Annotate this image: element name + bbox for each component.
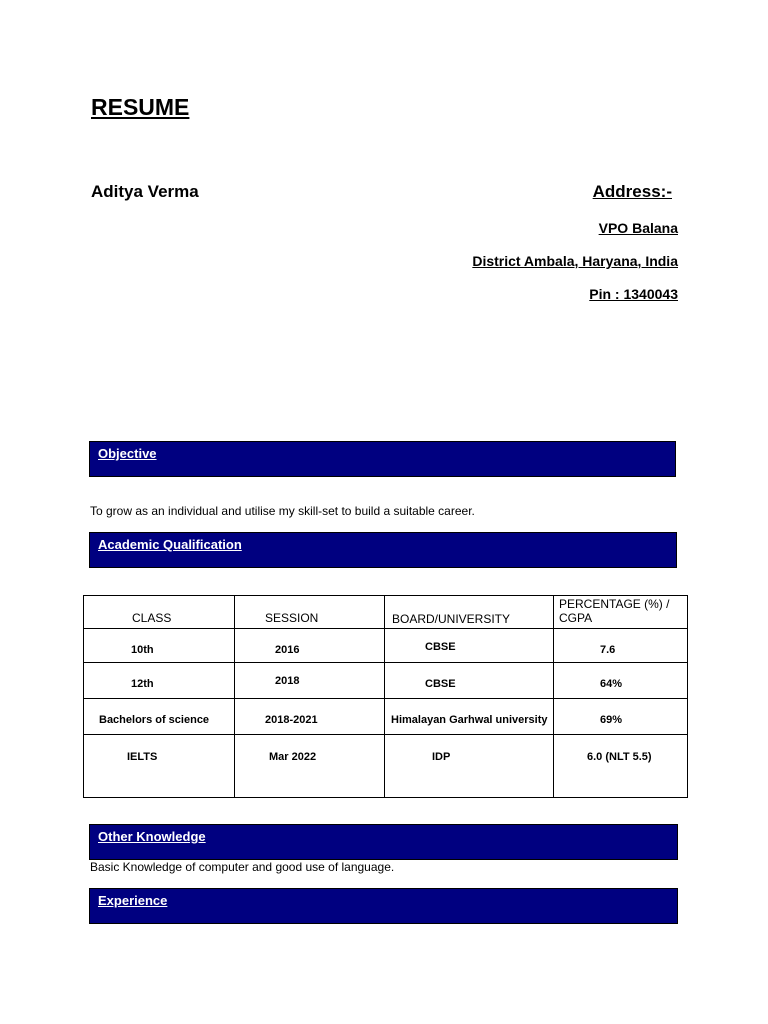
other-knowledge-text: Basic Knowledge of computer and good use of language. [90, 860, 395, 874]
cell-session: Mar 2022 [235, 735, 385, 798]
resume-title: RESUME [91, 94, 190, 120]
cell-class: Bachelors of science [84, 699, 235, 735]
objective-text: To grow as an individual and utilise my skill-set to build a suitable career. [90, 504, 475, 518]
table-row [84, 663, 688, 699]
header-session: SESSION [235, 596, 385, 629]
cell-session: 2018 [235, 663, 385, 699]
address-line-3: Pin : 1340043 [589, 286, 678, 302]
table-row [84, 735, 688, 798]
cell-class: IELTS [84, 735, 235, 798]
cell-percentage: 64% [554, 663, 688, 699]
other-knowledge-header-bar [89, 824, 678, 860]
table-row [84, 629, 688, 663]
table-header-row [84, 596, 688, 629]
address-heading: Address:- [592, 182, 672, 201]
cell-session: 2016 [235, 629, 385, 663]
academic-table [83, 595, 688, 798]
address-line-2: District Ambala, Haryana, India [472, 253, 678, 269]
cell-percentage: 6.0 (NLT 5.5) [554, 735, 688, 798]
experience-heading: Experience [98, 893, 168, 908]
objective-heading: Objective [98, 446, 157, 461]
cell-board: CBSE [385, 663, 554, 699]
address-line-1: VPO Balana [598, 220, 678, 236]
header-board: BOARD/UNIVERSITY [385, 596, 554, 629]
cell-session: 2018-2021 [235, 699, 385, 735]
cell-board: Himalayan Garhwal university [385, 699, 554, 735]
cell-percentage: 7.6 [554, 629, 688, 663]
experience-header-bar [89, 888, 678, 924]
cell-board: IDP [385, 735, 554, 798]
cell-class: 10th [84, 629, 235, 663]
academic-heading: Academic Qualification [98, 537, 242, 552]
header-class: CLASS [84, 596, 235, 629]
academic-header-bar [89, 532, 677, 568]
cell-board: CBSE [385, 629, 554, 663]
header-percentage: PERCENTAGE (%) / CGPA [554, 596, 688, 629]
objective-header-bar [89, 441, 676, 477]
other-knowledge-heading: Other Knowledge [98, 829, 206, 844]
cell-percentage: 69% [554, 699, 688, 735]
candidate-name: Aditya Verma [91, 182, 199, 201]
table-row [84, 699, 688, 735]
cell-class: 12th [84, 663, 235, 699]
